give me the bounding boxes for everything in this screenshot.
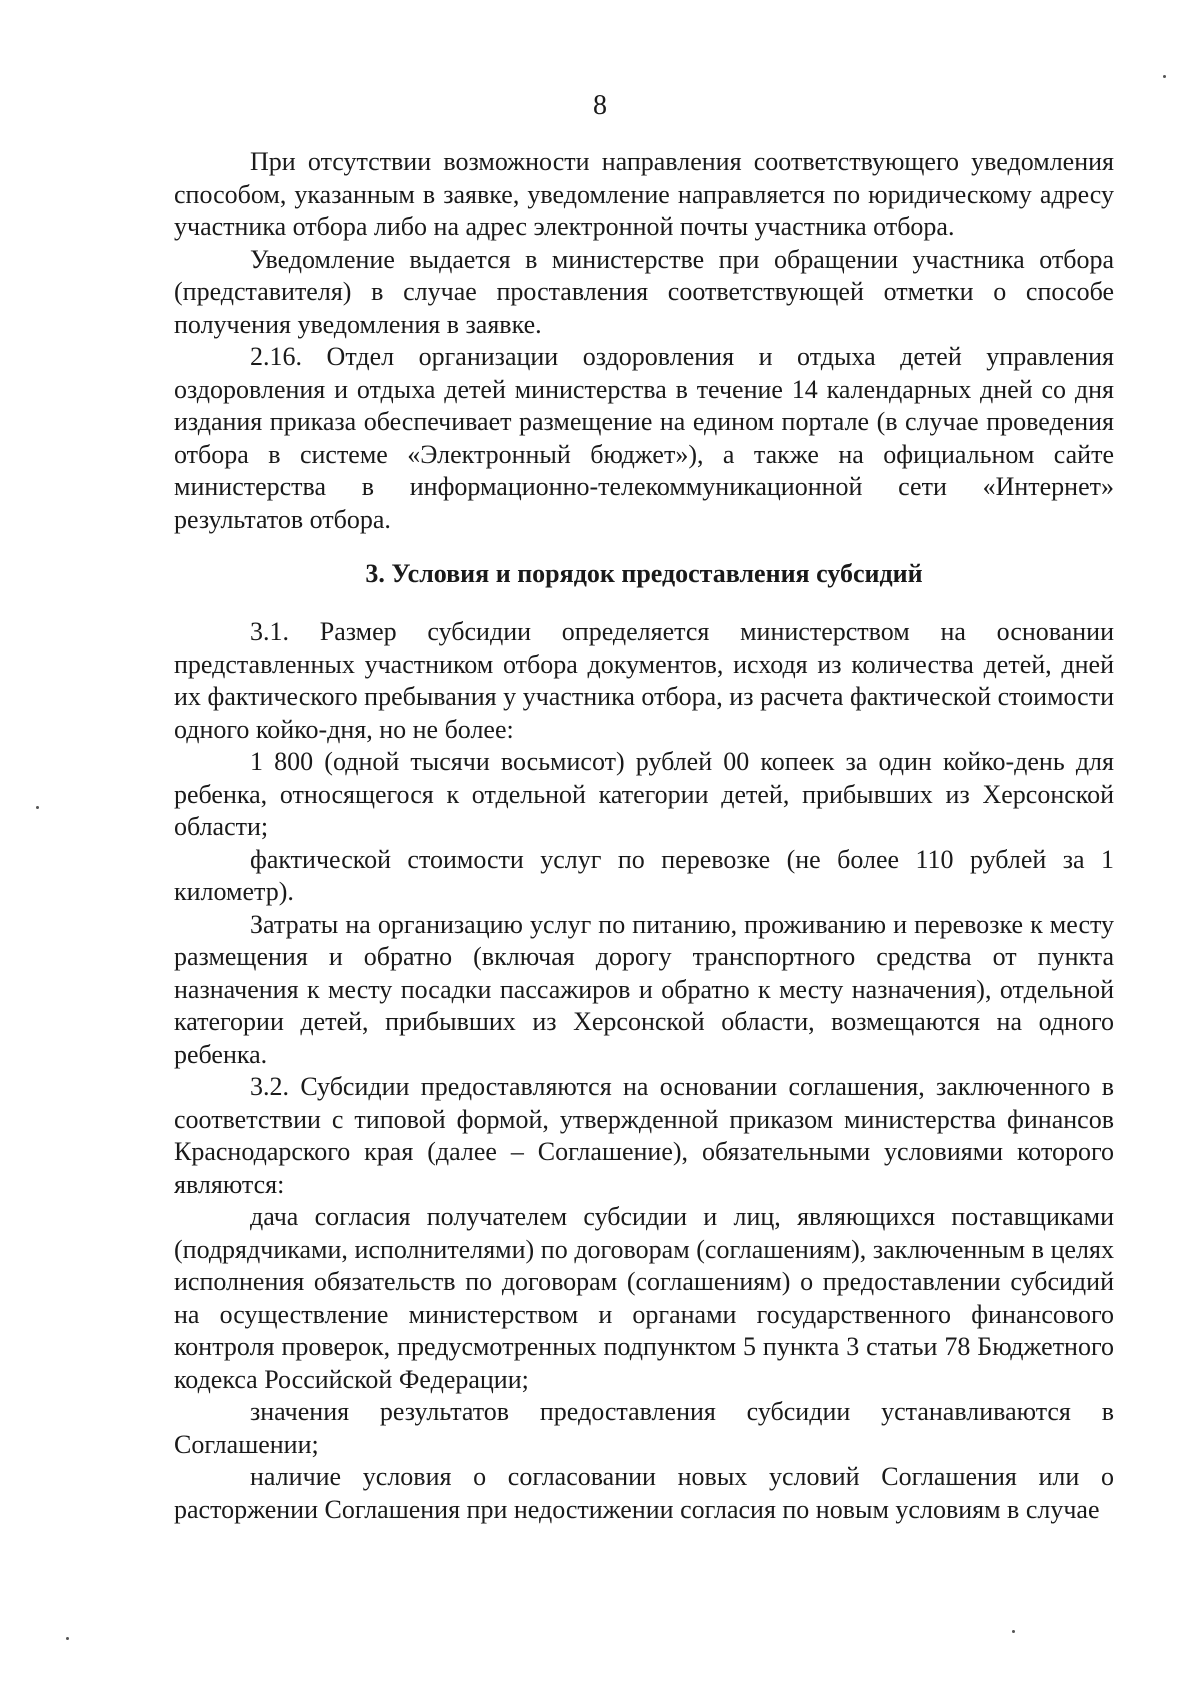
paragraph: Уведомление выдается в министерстве при обращении участника отбора (представителя) в случае проставления соответствующей отметки о способе получения уведомления в заявке. xyxy=(174,244,1114,339)
paragraph: 2.16. Отдел организации оздоровления и отдыха детей управления оздоровления и отдыха детей министерства в течение 14 календарных дней со дня издания приказа обеспечивает размещение на едином портале (в случае проведения отбора в системе «Электронный бюджет»), а также на официальном сайте министерства в информационно-телекоммуникационной сети «Интернет» результатов отбора. xyxy=(174,342,1114,534)
paragraph: наличие условия о согласовании новых условий Соглашения или о расторжении Соглашения при недостижении согласия по новым условиям в случае xyxy=(174,1462,1114,1524)
paragraph: 3.2. Субсидии предоставляются на основании соглашения, заключенного в соответствии с типовой формой, утвержденной приказом министерства финансов Краснодарского края (далее – Соглашение), обязательными условиями которого являются: xyxy=(174,1072,1114,1199)
paragraph: дача согласия получателем субсидии и лиц, являющихся поставщиками (подрядчиками, исполнителями) по договорам (соглашениям), заключенным в целях исполнения обязательств по договорам (соглашениям) о предоставлении субсидий на осуществление министерством и органами государственного финансового контроля проверок, предусмотренных подпунктом 5 пункта 3 статьи 78 Бюджетного кодекса Российской Федерации; xyxy=(174,1202,1114,1394)
paragraph: При отсутствии возможности направления соответствующего уведомления способом, указанным в заявке, уведомление направляется по юридическому адресу участника отбора либо на адрес электронной почты участника отбора. xyxy=(174,147,1114,241)
paragraph: значения результатов предоставления субсидии устанавливаются в Соглашении; xyxy=(174,1397,1114,1459)
scan-speck xyxy=(36,806,39,809)
paragraph: 3.1. Размер субсидии определяется министерством на основании представленных участником отбора документов, исходя из количества детей, дней их фактического пребывания у участника отбора, из расчета фактической стоимости одного койко-дня, но не более: xyxy=(174,617,1114,744)
scan-speck xyxy=(66,1637,69,1640)
scan-speck xyxy=(1012,1630,1015,1633)
page-number: 8 xyxy=(593,90,607,121)
paragraph: 1 800 (одной тысячи восьмисот) рублей 00 копеек за один койко-день для ребенка, относящегося к отдельной категории детей, прибывших из Херсонской области; xyxy=(174,747,1114,841)
document-body xyxy=(174,146,1114,1526)
paragraph: фактической стоимости услуг по перевозке (не более 110 рублей за 1 километр). xyxy=(174,844,1114,906)
paragraph: Затраты на организацию услуг по питанию, проживанию и перевозке к месту размещения и обратно (включая дорогу транспортного средства от пункта назначения к месту посадки пассажиров и обратно к месту назначения), отдельной категории детей, прибывших из Херсонской области, возмещаются на одного ребенка. xyxy=(174,909,1114,1069)
section-heading: 3. Условия и порядок предоставления субсидий xyxy=(365,559,923,588)
scan-speck xyxy=(1163,75,1166,78)
